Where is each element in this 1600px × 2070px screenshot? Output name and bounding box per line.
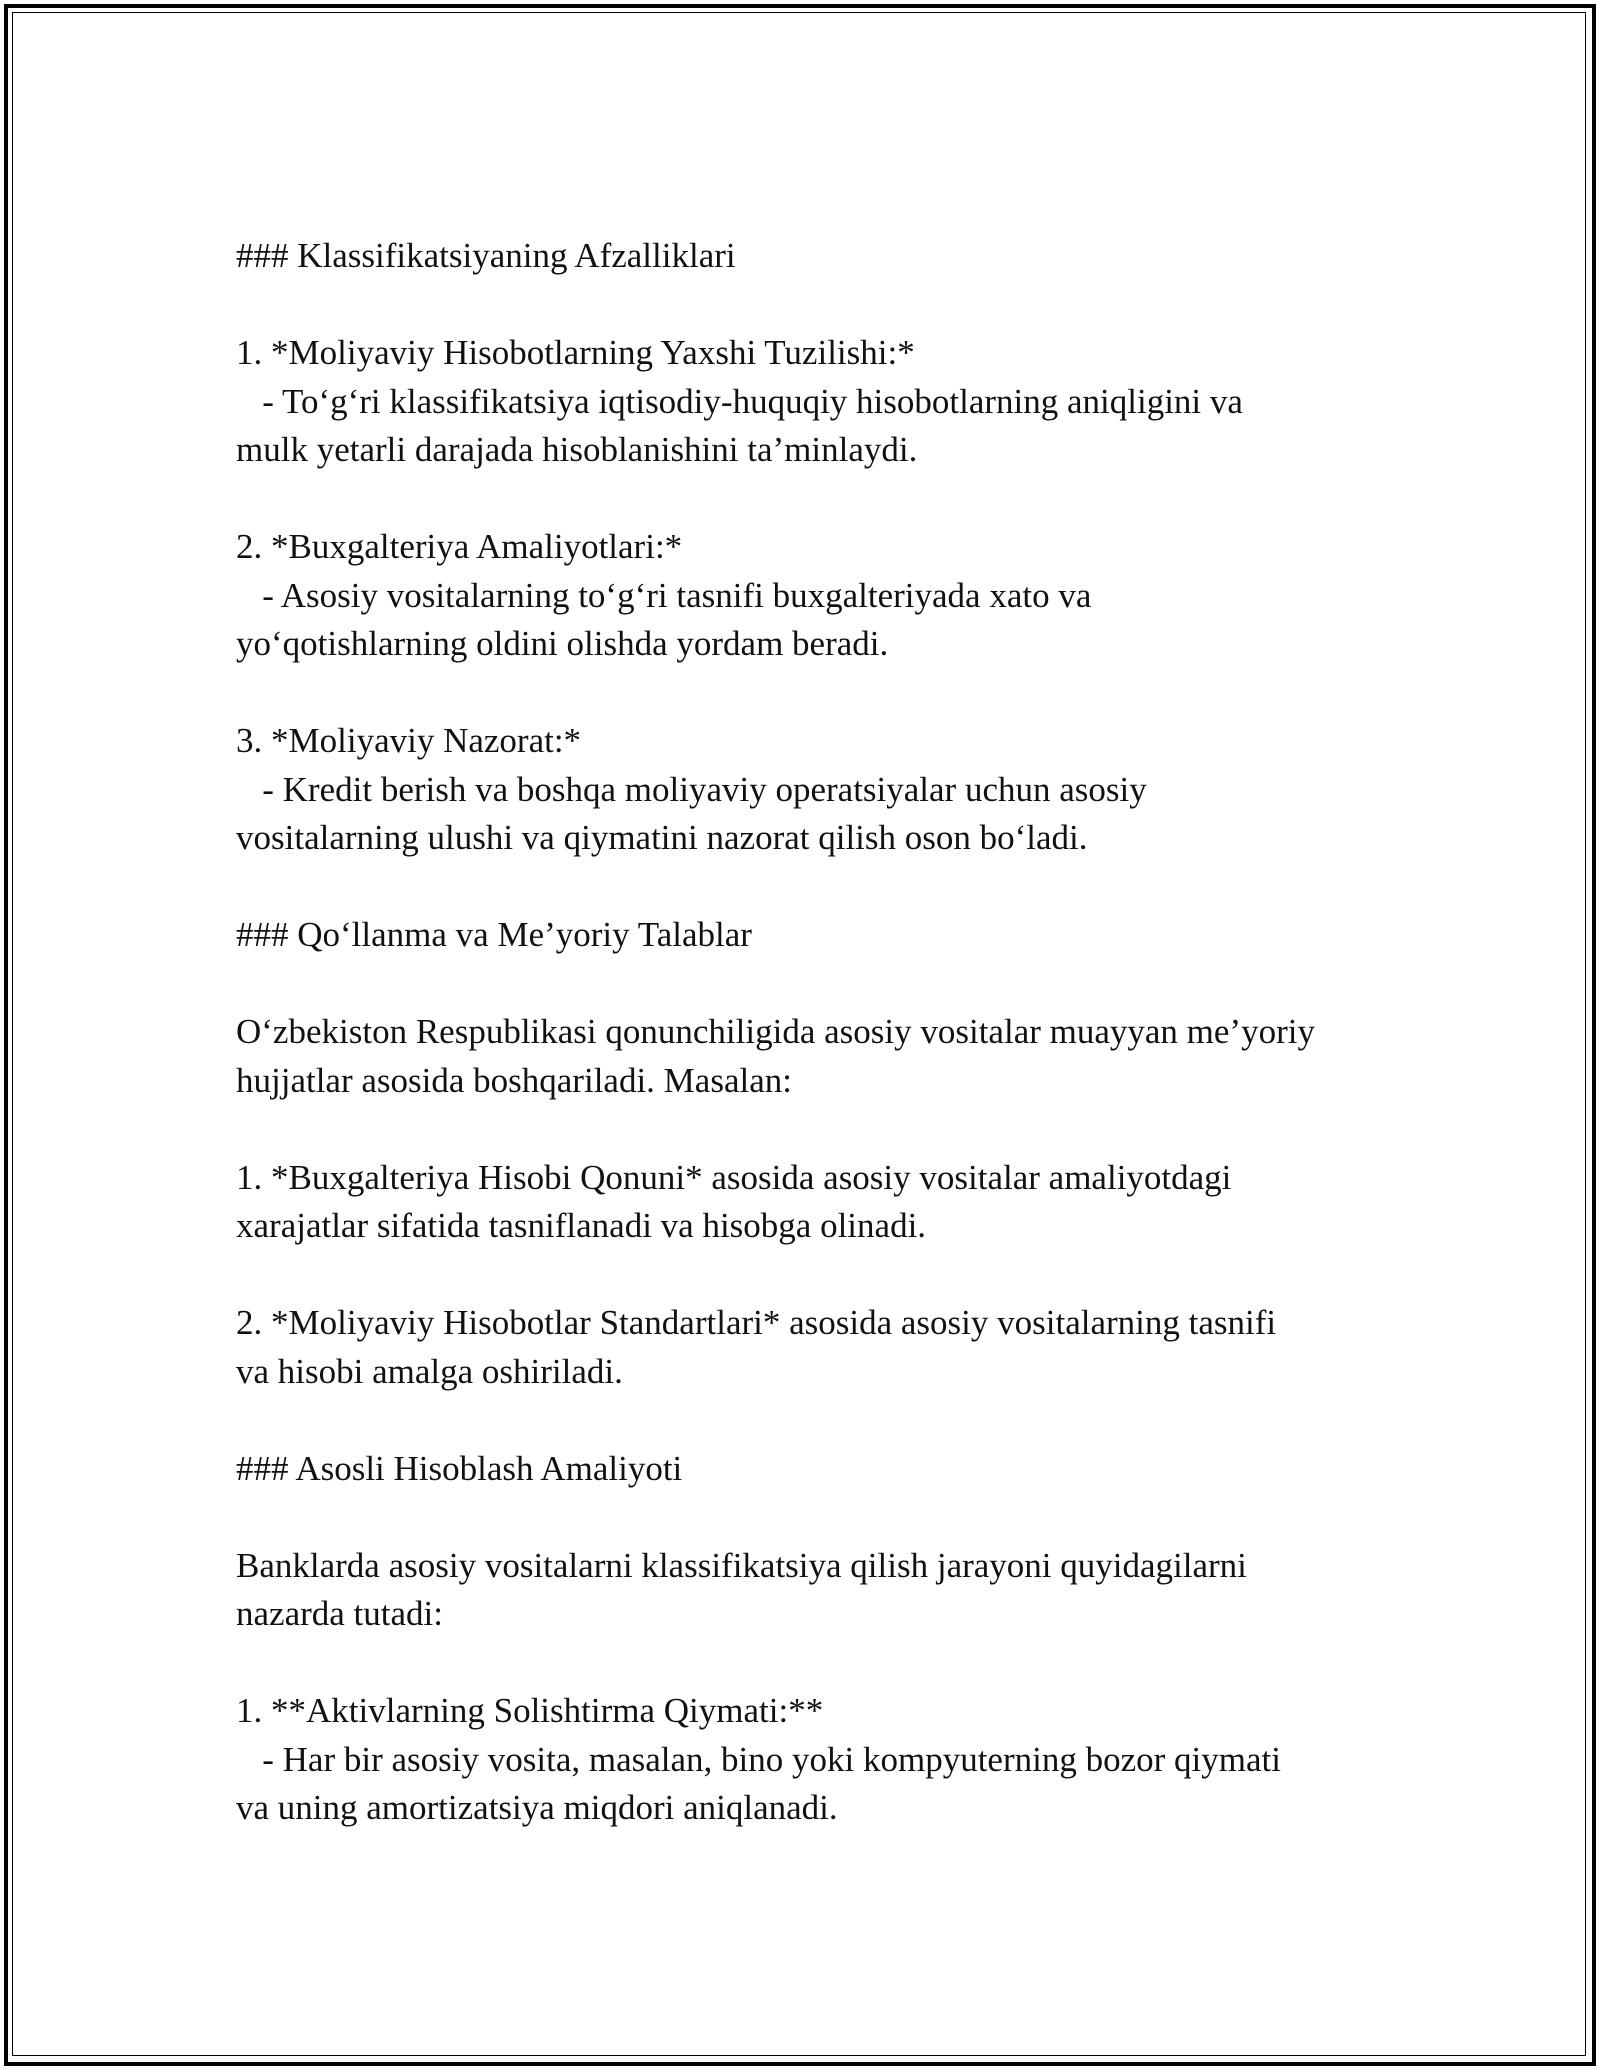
blank-line	[236, 1493, 1396, 1542]
blank-line	[236, 1251, 1396, 1300]
blank-line	[236, 281, 1396, 330]
paragraph-text: Banklarda asosiy vositalarni klassifikatsiya qilish jarayoni quyidagilarni	[236, 1545, 1247, 1585]
list-item-title: 1. **Aktivlarning Solishtirma Qiymati:**	[236, 1691, 824, 1730]
list-item-text: - Har bir asosiy vosita, masalan, bino yoki kompyuterning bozor qiymati	[236, 1739, 1281, 1779]
blank-line	[236, 1639, 1396, 1688]
list-item-text: mulk yetarli darajada hisoblanishini ta’minlaydi.	[236, 430, 918, 469]
list-item-text: yo‘qotishlarning oldini olishda yordam beradi.	[236, 624, 889, 663]
list-item-title: 3. *Moliyaviy Nazorat:*	[236, 721, 582, 760]
paragraph-text: hujjatlar asosida boshqariladi. Masalan:	[236, 1060, 792, 1100]
list-item-text: - Asosiy vositalarning to‘g‘ri tasnifi buxgalteriyada xato va	[236, 575, 1092, 615]
blank-line	[236, 1396, 1396, 1445]
paragraph-text: nazarda tutadi:	[236, 1594, 443, 1633]
list-item-text: 1. *Buxgalteriya Hisobi Qonuni* asosida asosiy vositalar amaliyotdagi	[236, 1157, 1232, 1197]
document-body	[236, 232, 1396, 1833]
heading-advantages: ### Klassifikatsiyaning Afzalliklari	[236, 236, 736, 275]
blank-line	[236, 863, 1396, 912]
list-item-text: - To‘g‘ri klassifikatsiya iqtisodiy-huquqiy hisobotlarning aniqligini va	[236, 381, 1243, 421]
blank-line	[236, 669, 1396, 718]
heading-practice: ### Asosli Hisoblash Amaliyoti	[236, 1448, 683, 1488]
list-item-text: 2. *Moliyaviy Hisobotlar Standartlari* asosida asosiy vositalarning tasnifi	[236, 1303, 1277, 1342]
list-item-text: - Kredit berish va boshqa moliyaviy operatsiyalar uchun asosiy	[236, 769, 1147, 809]
blank-line	[236, 1105, 1396, 1154]
paragraph-text: O‘zbekiston Respublikasi qonunchiligida asosiy vositalar muayyan me’yoriy	[236, 1012, 1315, 1051]
blank-line	[236, 960, 1396, 1009]
list-item-title: 1. *Moliyaviy Hisobotlarning Yaxshi Tuzilishi:*	[236, 333, 915, 372]
list-item-text: va uning amortizatsiya miqdori aniqlanadi.	[236, 1788, 838, 1827]
list-item-text: va hisobi amalga oshiriladi.	[236, 1351, 623, 1391]
list-item-text: xarajatlar sifatida tasniflanadi va hisobga olinadi.	[236, 1206, 927, 1245]
blank-line	[236, 475, 1396, 524]
heading-regulations: ### Qo‘llanma va Me’yoriy Talablar	[236, 915, 752, 954]
list-item-text: vositalarning ulushi va qiymatini nazorat qilish oson bo‘ladi.	[236, 818, 1088, 857]
list-item-title: 2. *Buxgalteriya Amaliyotlari:*	[236, 527, 683, 566]
